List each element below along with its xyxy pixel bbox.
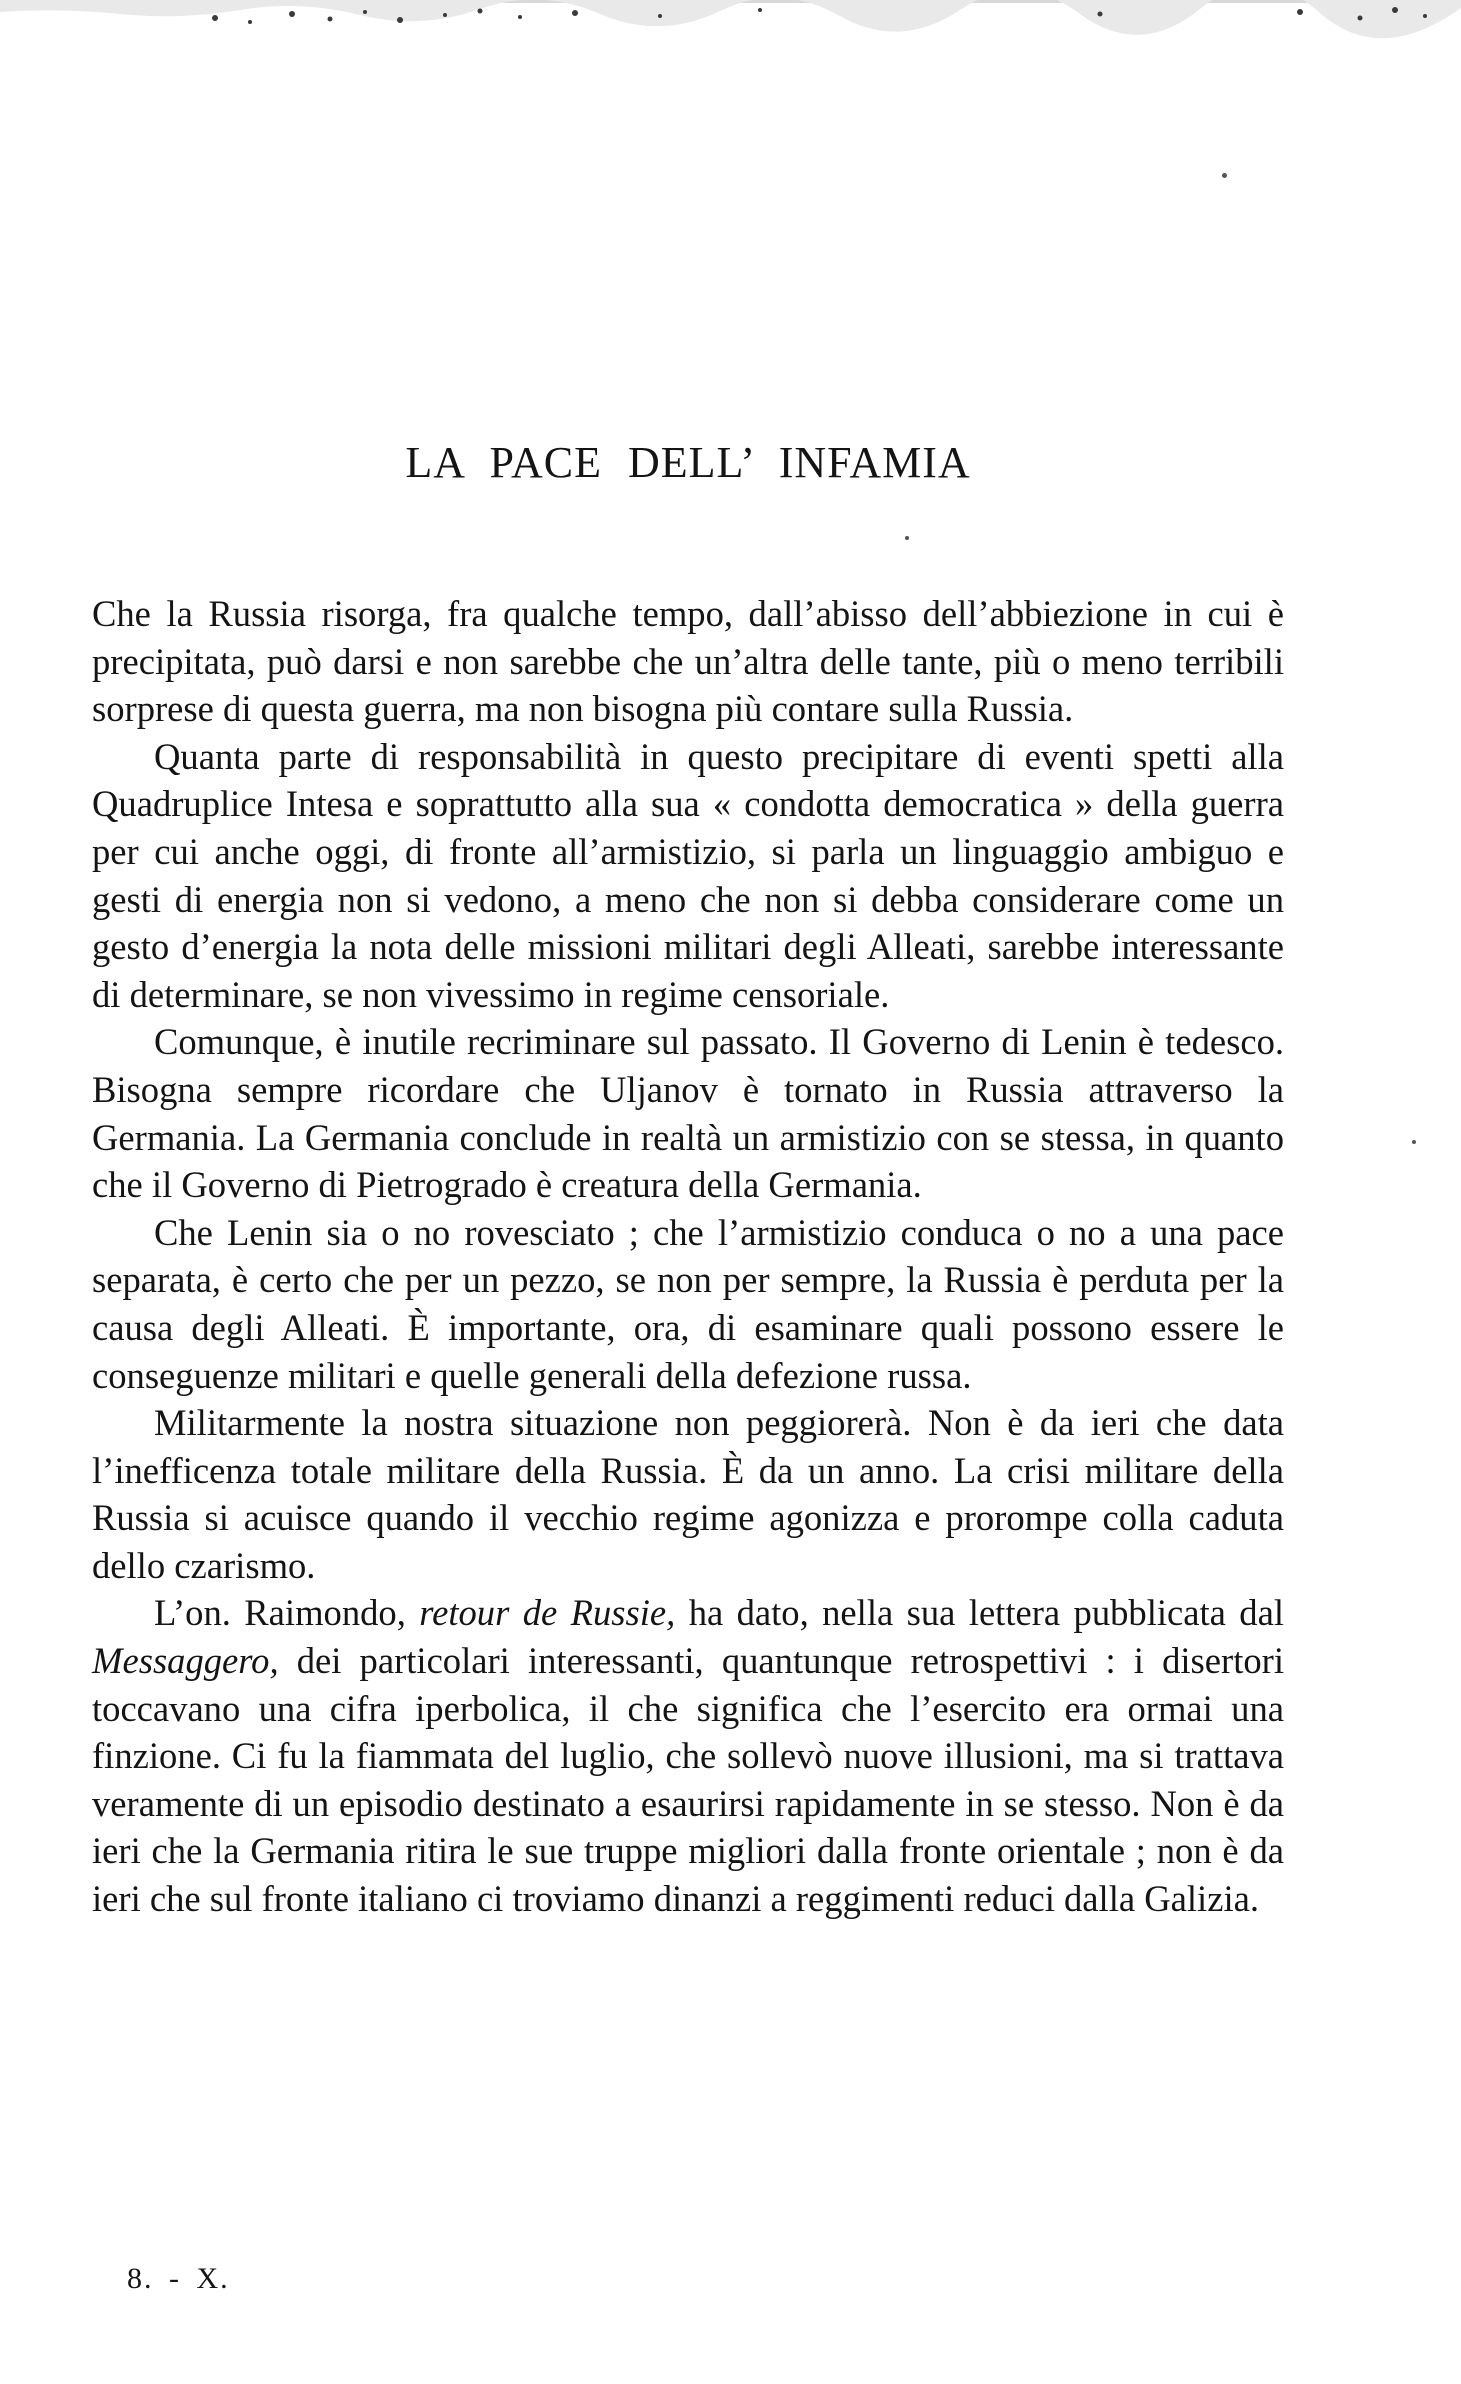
paragraph-6 [92,1589,1284,1922]
scan-speck [905,536,909,540]
paragraph-1: Che la Russia risorga, fra qualche tempo, dall’abisso dell’abbiezione in cui è precipitata, può darsi e non sarebbe che un’altra delle tante, più o meno terribili sorprese di questa guerra, ma non bisogna più contare sulla Russia. [92,593,1284,730]
paragraph-6-part-1: L’on. Raimondo, [154,1592,420,1634]
paragraph-6-italic-2: Messaggero, [92,1640,279,1682]
paragraph-6-part-3: dei particolari interessanti, quantunque retrospettivi : i disertori toccavano una cifra iperbolica, il che significa che l’esercito era ormai una finzione. Ci fu la fiammata del luglio, che sollevò nuove illusioni, ma si trattava veramente di un episodio destinato a esaurirsi rapidamente in se stesso. Non è da ieri che la Germania ritira le sue truppe migliori dalla fronte orientale ; non è da ieri che sul fronte italiano ci troviamo dinanzi a reggimenti reduci dalla Galizia. [92,1640,1284,1920]
page-footer-signature: 8. - X. [127,2262,230,2295]
scan-speck [1222,173,1227,178]
paragraph-3: Comunque, è inutile recriminare sul passato. Il Governo di Lenin è tedesco. Bisogna sempre ricordare che Uljanov è tornato in Russia attraverso la Germania. La Germania conclude in realtà un armistizio con se stessa, in quanto che il Governo di Pietrogrado è creatura della Germania. [92,1021,1284,1206]
paragraph-6-italic-1: retour de Russie, [419,1592,676,1634]
paragraph-4: Che Lenin sia o no rovesciato ; che l’armistizio conduca o no a una pace separata, è certo che per un pezzo, se non per sempre, la Russia è perduta per la causa degli Alleati. È importante, ora, di esaminare quali possono essere le conseguenze militari e quelle generali della defezione russa. [92,1211,1284,1396]
paragraph-5: Militarmente la nostra situazione non peggiorerà. Non è da ieri che data l’inefficenza totale militare della Russia. È da un anno. La crisi militare della Russia si acuisce quando il vecchio regime agonizza e prorompe colla caduta dello czarismo. [92,1402,1284,1586]
paragraph-6-part-2: ha dato, nella sua lettera pubblicata dal [675,1592,1284,1634]
scan-noise-top-edge [0,0,1461,40]
scan-speck [1412,1140,1416,1144]
page-title: LA PACE DELL’ INFAMIA [405,438,971,487]
paragraph-2: Quanta parte di responsabilità in questo precipitare di eventi spetti alla Quadruplice Intesa e soprattutto alla sua « condotta democratica » della guerra per cui anche oggi, di fronte all’armistizio, si parla un linguaggio ambiguo e gesti di energia non si vedono, a meno che non si debba considerare come un gesto d’energia la nota delle missioni militari degli Alleati, sarebbe interessante di determinare, se non vivessimo in regime censoriale. [92,735,1284,1015]
body-text [92,590,1284,1923]
